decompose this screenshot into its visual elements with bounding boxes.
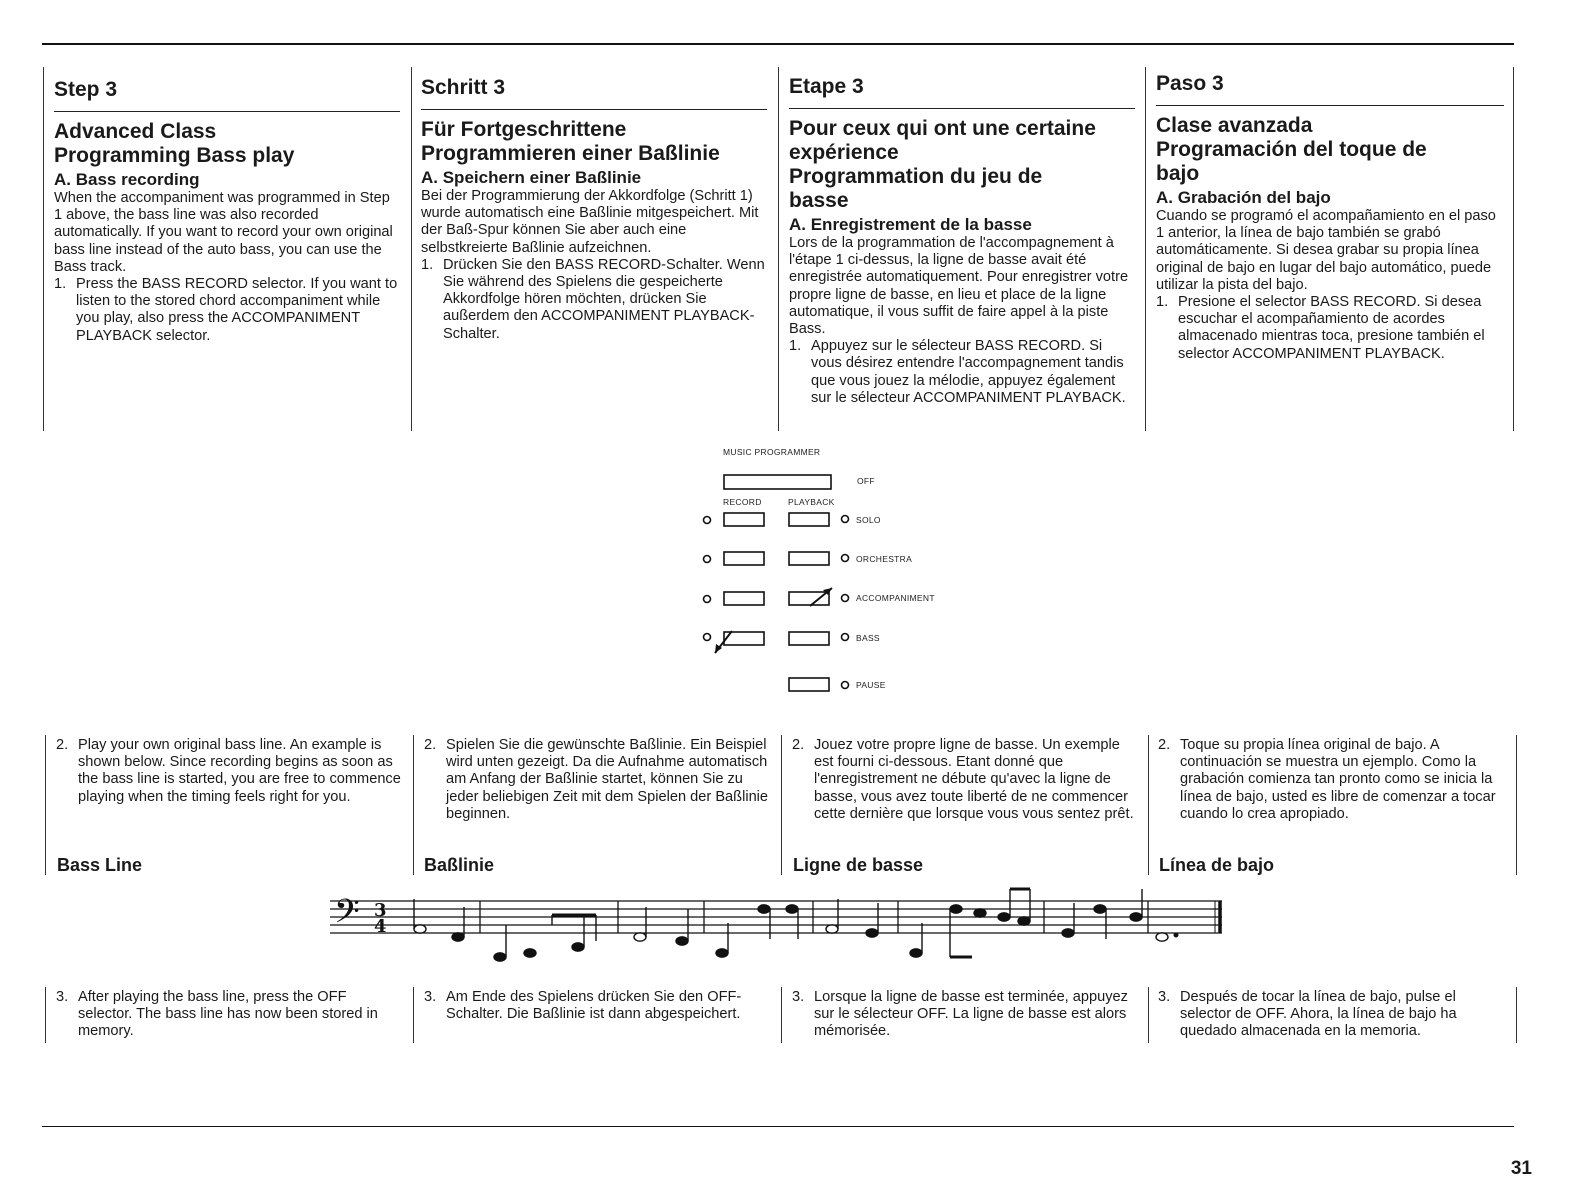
item-number: 1. <box>789 338 802 355</box>
half-note <box>414 925 426 933</box>
item-number: 2. <box>792 737 805 753</box>
item-number: 1. <box>1156 294 1169 311</box>
list-item-1 <box>421 257 767 343</box>
quarter-note <box>1062 929 1074 937</box>
bass-line-label: Baßlinie <box>424 855 495 875</box>
column-divider <box>778 67 779 431</box>
list-item-1 <box>1156 294 1504 363</box>
quarter-note <box>452 933 464 941</box>
list-item-2 <box>56 737 406 806</box>
item-text: Play your own original bass line. An example is shown below. Since recording begins as soon as the bass line is started, you are free to commence playing when the timing feels right for you. <box>78 737 401 805</box>
step3-german <box>424 989 770 1023</box>
orchestra-record-led <box>704 556 711 563</box>
item-number: 1. <box>421 256 434 273</box>
quarter-note <box>1094 905 1106 913</box>
intro-text: Lors de la programmation de l'accompagnement à l'étape 1 ci-dessus, la ligne de basse avait été enregistrée automatiquement. Pour enregistrer votre propre ligne de basse, en lieu et place de la ligne automatique, il vous suffit de faire appel à la piste Bass. <box>789 235 1129 338</box>
column-divider <box>781 987 782 1043</box>
intro-text: Bei der Programmierung der Akkordfolge (Schritt 1) wurde automatisch eine Baßlinie mitgespeichert. Mit der Baß-Spur können Sie aber auch eine selbstkreierte Baßlinie aufzeichnen. <box>421 188 759 256</box>
list-item-1 <box>789 338 1135 407</box>
dotted-quarter-note <box>494 953 506 961</box>
step3-english <box>56 989 402 1041</box>
item-text: Jouez votre propre ligne de basse. Un exemple est fourni ci-dessous. Etant donné que l'enregistrement ne débute qu'avec la ligne de basse, vous avez toute liberté de ne commencer cette dernière que lorsque vous vous sentez prêt. <box>814 737 1134 822</box>
pause-label: PAUSE <box>856 680 886 690</box>
list-item-2 <box>424 737 770 823</box>
bass-line-label: Línea de bajo <box>1159 855 1275 875</box>
item-text: Spielen Sie die gewünschte Baßlinie. Ein Beispiel wird unten gezeigt. Da die Aufnahme automatisch am Anfang der Baßlinie startet, können Sie zu jeder beliebigen Zeit mit dem Spielen der Baßlinie beginnen. <box>446 737 769 822</box>
step2-spanish <box>1158 737 1504 823</box>
time-sig-top: 3 <box>374 900 387 921</box>
subheading: A. Grabación del bajo <box>1156 188 1331 207</box>
section-title-line: Clase avanzada <box>1156 114 1313 137</box>
section-title-line: Programmation du jeu de <box>789 165 1043 188</box>
column-divider <box>781 735 782 875</box>
bass-label: BASS <box>856 633 880 643</box>
eighth-note <box>950 905 962 913</box>
pause-button <box>789 678 829 691</box>
item-number: 2. <box>1158 737 1171 753</box>
solo-record-button <box>724 513 764 526</box>
section-title-line: bajo <box>1156 162 1200 185</box>
time-sig-bottom: 4 <box>374 916 387 937</box>
section-title-line: Pour ceux qui ont une certaine <box>789 117 1096 140</box>
step-rule <box>789 108 1135 109</box>
item-number: 3. <box>56 989 69 1005</box>
column-divider <box>45 735 46 875</box>
record-label: RECORD <box>723 497 762 507</box>
intro-text: Cuando se programó el acompañamiento en el paso 1 anterior, la línea de bajo también se grabó automáticamente. Si desea grabar su propia línea original de bajo en lugar del bajo automático, puede utilizar la pista del bajo. <box>1156 208 1496 293</box>
section-title-line: Advanced Class <box>54 120 217 143</box>
bass-line-staff <box>320 885 1230 965</box>
section-title-line: basse <box>789 189 849 212</box>
section-title-line: Für Fortgeschrittene <box>421 118 627 141</box>
music-programmer-panel <box>690 460 970 700</box>
column-divider <box>1148 987 1149 1043</box>
column-divider <box>413 987 414 1043</box>
item-text: Toque su propia línea original de bajo. A continuación se muestra un ejemplo. Como la grabación comienza tan pronto como se inicia la línea de bajo, usted es libre de comenzar a tocar cuando lo crea apropiado. <box>1180 737 1496 822</box>
off-label: OFF <box>857 476 875 486</box>
subheading: A. Enregistrement de la basse <box>789 215 1032 234</box>
bass-playback-led <box>842 634 849 641</box>
bass-line-label: Bass Line <box>57 855 143 875</box>
column-spanish <box>1156 72 1504 363</box>
section-title-line: Programación del toque de <box>1156 138 1427 161</box>
accompaniment-record-led <box>704 596 711 603</box>
accompaniment-record-button <box>724 592 764 605</box>
quarter-note <box>910 949 922 957</box>
quarter-note <box>1130 913 1142 921</box>
item-text: After playing the bass line, press the OFF selector. The bass line has now been stored in memory. <box>78 989 378 1040</box>
item-text: Después de tocar la línea de bajo, pulse el selector de OFF. Ahora, la línea de bajo ha quedado almacenada en la memoria. <box>1180 989 1457 1040</box>
step3-french <box>792 989 1138 1041</box>
subheading: A. Speichern einer Baßlinie <box>421 168 642 187</box>
step3-spanish <box>1158 989 1506 1041</box>
eighth-note <box>524 949 536 957</box>
section-title-line: Programming Bass play <box>54 144 295 167</box>
column-german <box>421 76 767 343</box>
column-divider <box>1516 987 1517 1043</box>
solo-label: SOLO <box>856 515 881 525</box>
orchestra-label: ORCHESTRA <box>856 554 913 564</box>
column-english <box>54 78 400 345</box>
column-divider <box>1145 67 1146 431</box>
dotted-quarter-note <box>716 949 728 957</box>
eighth-note <box>998 913 1010 921</box>
bass-line-label: Ligne de basse <box>793 855 924 875</box>
section-title-line: Programmieren einer Baßlinie <box>421 142 720 165</box>
bass-record-led <box>704 634 711 641</box>
page-number: 31 <box>1510 1158 1532 1179</box>
list-item-3 <box>1158 989 1506 1041</box>
item-text: Am Ende des Spielens drücken Sie den OFF-Schalter. Die Baßlinie ist dann abgespeichert. <box>446 989 742 1023</box>
column-divider <box>1516 735 1517 875</box>
column-divider <box>1513 67 1514 431</box>
item-number: 2. <box>424 737 437 753</box>
off-button <box>724 475 831 489</box>
bass-clef-icon: 𝄢 <box>334 893 360 939</box>
list-item-3 <box>56 989 402 1041</box>
step-rule <box>54 111 400 112</box>
item-text: Appuyez sur le sélecteur BASS RECORD. Si vous désirez entendre l'accompagnement tandis que vous jouez la mélodie, appuyez également sur le sélecteur ACCOMPANIMENT PLAYBACK. <box>811 338 1126 406</box>
item-text: Lorsque la ligne de basse est terminée, appuyez sur le sélecteur OFF. La ligne de basse est alors mémorisée. <box>814 989 1128 1040</box>
orchestra-playback-led <box>842 555 849 562</box>
eighth-note <box>572 943 584 951</box>
accompaniment-playback-button <box>789 592 829 605</box>
step-heading: Step 3 <box>54 78 118 101</box>
list-item-3 <box>424 989 770 1023</box>
solo-playback-led <box>842 516 849 523</box>
section-title-line: expérience <box>789 141 899 164</box>
column-divider <box>413 735 414 875</box>
item-text: Press the BASS RECORD selector. If you want to listen to the stored chord accompaniment while you play, also press the ACCOMPANIMENT PLAYBACK selector. <box>76 276 398 344</box>
bottom-rule <box>42 1126 1514 1127</box>
solo-record-led <box>704 517 711 524</box>
bass-playback-button <box>789 632 829 645</box>
column-divider <box>1148 735 1149 875</box>
step2-english <box>56 737 406 806</box>
column-french <box>789 75 1135 407</box>
accompaniment-label: ACCOMPANIMENT <box>856 593 935 603</box>
orchestra-record-button <box>724 552 764 565</box>
quarter-note <box>676 937 688 945</box>
item-text: Presione el selector BASS RECORD. Si desea escuchar el acompañamiento de acordes almacenado mientras toca, presione también el selector ACCOMPANIMENT PLAYBACK. <box>1178 294 1485 362</box>
pause-led <box>842 682 849 689</box>
step-rule <box>1156 105 1504 106</box>
step2-german <box>424 737 770 823</box>
quarter-note <box>866 929 878 937</box>
item-number: 3. <box>792 989 805 1005</box>
step-heading: Paso 3 <box>1156 72 1224 95</box>
step-rule <box>421 109 767 110</box>
eighth-note <box>1018 917 1030 925</box>
item-number: 3. <box>424 989 437 1005</box>
list-item-2 <box>1158 737 1504 823</box>
panel-title: MUSIC PROGRAMMER <box>723 447 821 457</box>
list-item-1 <box>54 276 400 345</box>
list-item-2 <box>792 737 1138 823</box>
orchestra-playback-button <box>789 552 829 565</box>
step-heading: Etape 3 <box>789 75 864 98</box>
quarter-note <box>786 905 798 913</box>
quarter-note <box>758 905 770 913</box>
column-divider <box>45 987 46 1043</box>
item-text: Drücken Sie den BASS RECORD-Schalter. Wenn Sie während des Spielens die gespeicherte Akkordfolge hören möchten, drücken Sie außerdem den ACCOMPANIMENT PLAYBACK-Schalter. <box>443 256 765 342</box>
top-rule <box>42 43 1514 45</box>
half-note <box>826 925 838 933</box>
subheading: A. Bass recording <box>54 170 200 189</box>
accompaniment-playback-led <box>842 595 849 602</box>
playback-label: PLAYBACK <box>788 497 835 507</box>
item-number: 3. <box>1158 989 1171 1005</box>
column-divider <box>43 67 44 431</box>
intro-text: When the accompaniment was programmed in Step 1 above, the bass line was also recorded automatically. If you want to record your own original bass line instead of the auto bass, you can use the Bass track. <box>54 190 393 275</box>
step-heading: Schritt 3 <box>421 76 506 99</box>
column-divider <box>411 67 412 431</box>
dotted-half-note <box>1156 933 1168 941</box>
item-number: 1. <box>54 276 67 293</box>
list-item-3 <box>792 989 1138 1041</box>
item-number: 2. <box>56 737 69 753</box>
half-note <box>634 933 646 941</box>
solo-playback-button <box>789 513 829 526</box>
eighth-note <box>974 909 986 917</box>
step2-french <box>792 737 1138 823</box>
